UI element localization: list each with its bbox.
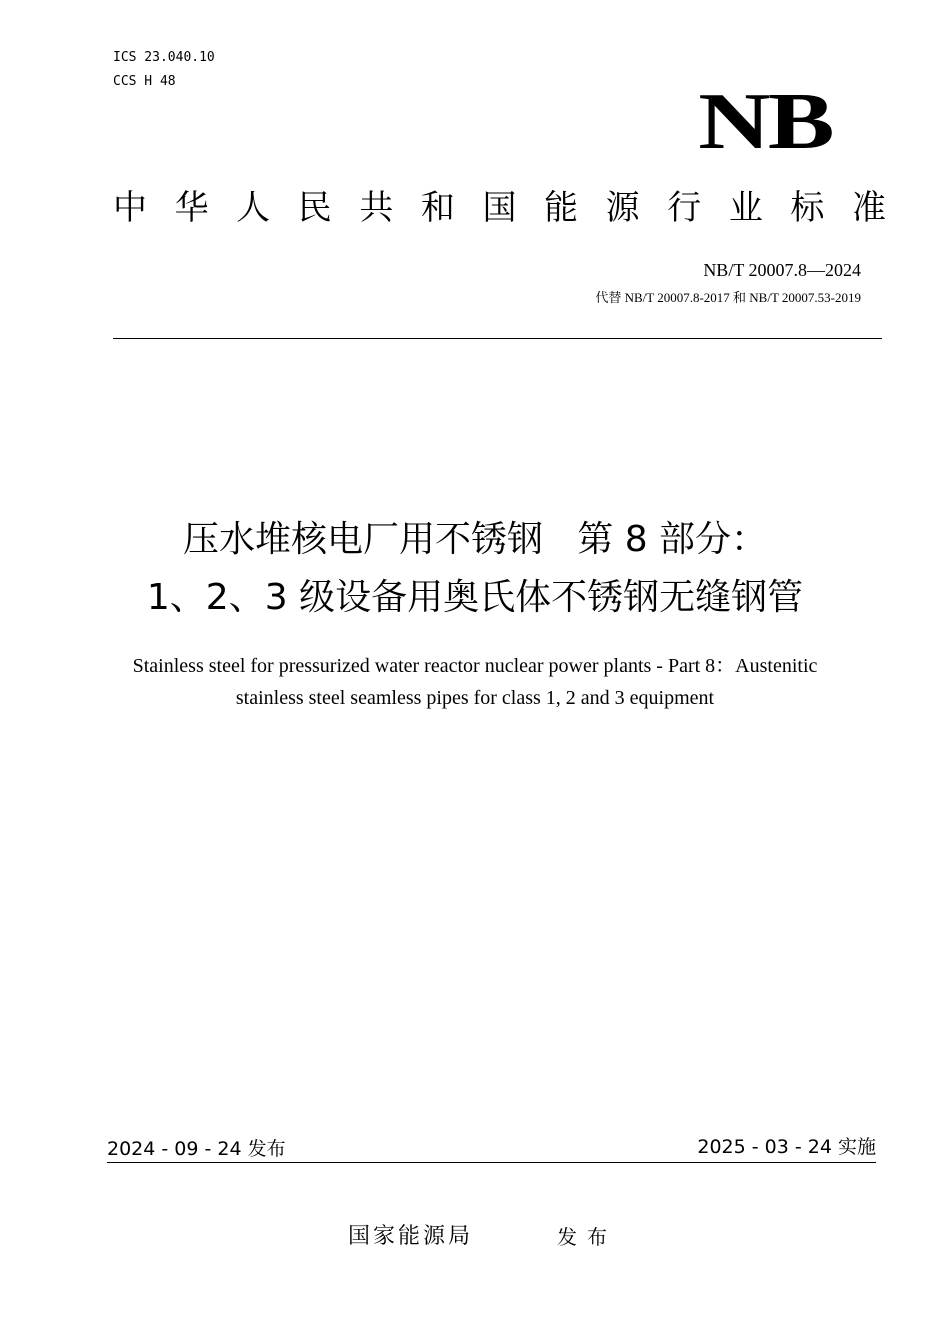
standard-category-title: 中华人民共和国能源行业标准	[113, 188, 888, 228]
issuing-authority: 国家能源局	[348, 1224, 474, 1249]
top-divider	[113, 338, 882, 339]
english-title-line-2: stainless steel seamless pipes for class 1, 2 and 3 equipment	[235, 687, 715, 709]
issue-label: 发布	[557, 1225, 617, 1249]
english-title-line-1: Stainless steel for pressurized water reactor nuclear power plants - Part 8：Austenitic	[132, 655, 818, 677]
chinese-title	[0, 515, 950, 623]
ccs-code: CCS H 48	[113, 74, 176, 89]
replaces-standards: 代替 NB/T 20007.8-2017 和 NB/T 20007.53-2019	[595, 290, 861, 305]
bottom-divider	[107, 1162, 876, 1163]
standard-number: NB/T 20007.8—2024	[703, 260, 861, 280]
english-title	[60, 650, 890, 714]
ics-code: ICS 23.040.10	[113, 50, 215, 65]
chinese-title-line-2: 1、2、3 级设备用奥氏体不锈钢无缝钢管	[146, 577, 804, 618]
implementation-date: 2025 - 03 - 24 实施	[697, 1136, 876, 1158]
chinese-title-line-1: 压水堆核电厂用不锈钢 第 8 部分：	[182, 519, 768, 560]
issue-date: 2024 - 09 - 24 发布	[107, 1138, 286, 1160]
nb-logo: NB	[698, 78, 832, 166]
